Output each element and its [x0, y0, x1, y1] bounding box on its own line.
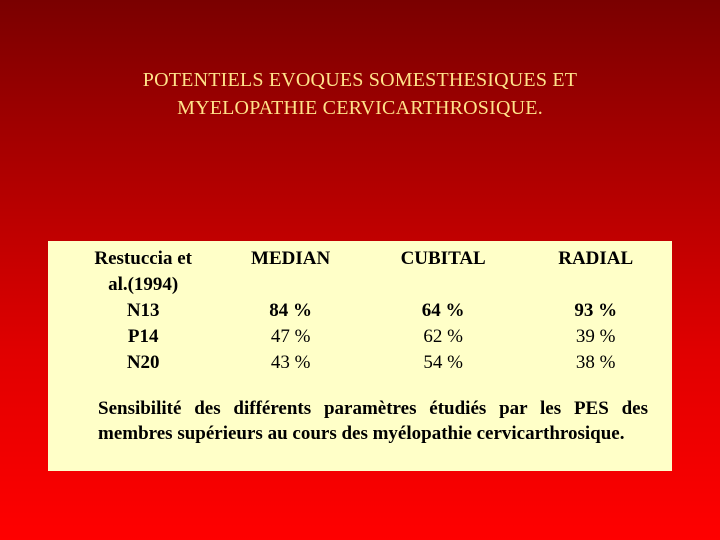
row-label: N13: [126, 300, 160, 321]
table-cell: 84 %: [269, 300, 312, 321]
table-cell: 43 %: [270, 352, 311, 373]
study-header-year: al.(1994): [108, 274, 179, 295]
table-header-row: [72, 246, 672, 272]
table-row: [72, 350, 672, 376]
table-header-row-2: [72, 272, 672, 298]
table-cell: 38 %: [575, 352, 616, 373]
results-table: [72, 246, 672, 376]
header-radial: RADIAL: [558, 248, 634, 269]
table-row: [72, 298, 672, 324]
slide-title-line2: MYELOPATHIE CERVICARTHROSIQUE.: [177, 97, 543, 119]
study-header: Restuccia et: [94, 248, 192, 269]
slide-title-line1: POTENTIELS EVOQUES SOMESTHESIQUES ET: [142, 69, 578, 91]
header-cubital: CUBITAL: [400, 248, 486, 269]
row-label: P14: [127, 326, 159, 347]
table-cell: 47 %: [270, 326, 311, 347]
table-caption: Sensibilité des différents paramètres étudiés par les PES des membres supérieurs au cours des myélopathie cervicarthrosique.: [98, 398, 648, 444]
table-row: [72, 324, 672, 350]
table-cell: 62 %: [423, 326, 463, 347]
table-cell: 39 %: [575, 326, 616, 347]
slide-title: [40, 66, 680, 122]
row-label: N20: [126, 352, 160, 373]
header-median: MEDIAN: [251, 248, 331, 269]
table-cell: 54 %: [423, 352, 463, 373]
table-cell: 64 %: [421, 300, 465, 321]
table-cell: 93 %: [574, 300, 618, 321]
